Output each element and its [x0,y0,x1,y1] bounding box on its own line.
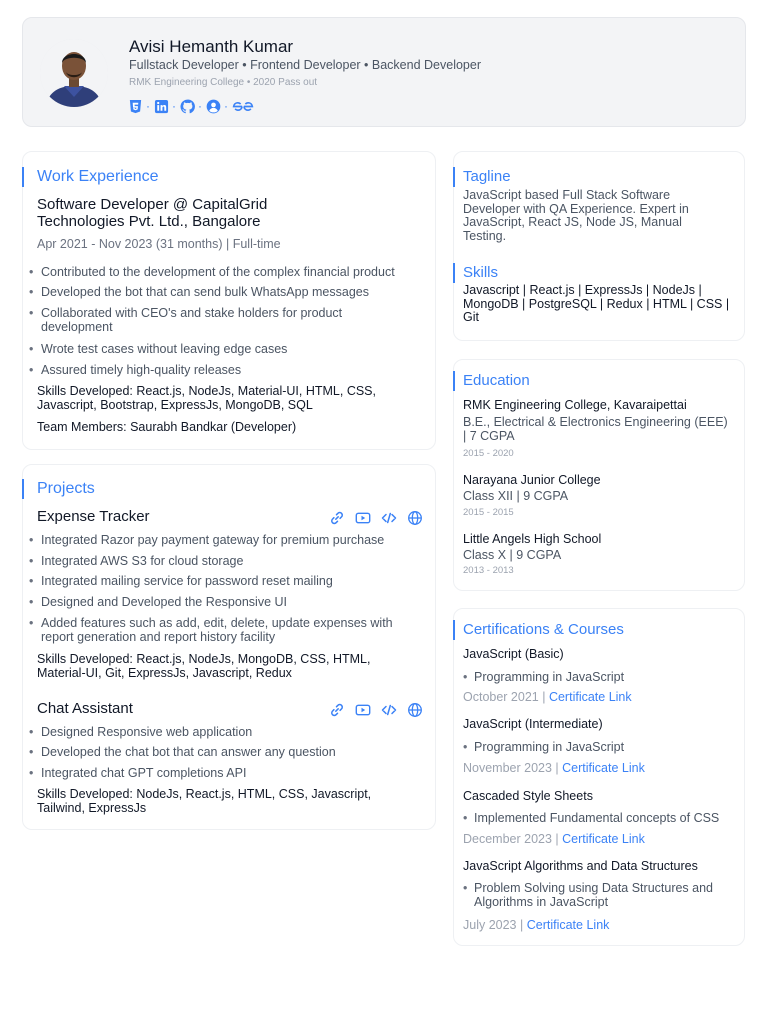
tagline-title: Tagline [453,167,511,187]
cert-bullet: • Programming in JavaScript [463,670,733,684]
projects-title: Projects [22,479,95,499]
school-years: 2015 - 2015 [463,507,514,518]
work-skills: Skills Developed: React.js, NodeJs, Material-UI, HTML, CSS, Javascript, Bootstrap, ExpressJs, MongoDB, SQL [37,384,376,412]
certifications-card [453,608,745,946]
certificate-link[interactable]: Certificate Link [548,690,632,704]
projects-card [22,464,436,830]
youtube-icon[interactable] [354,510,372,526]
cert-date: December 2023 | [463,832,559,846]
role-summary: Fullstack Developer • Frontend Developer • Backend Developer [129,58,481,72]
project-name: Expense Tracker [37,508,150,525]
certifications-title: Certifications & Courses [453,620,624,640]
work-bullet: • Collaborated with CEO's and stake holders for product development [29,306,389,334]
link-separator: · [172,99,176,113]
github-icon[interactable] [179,98,195,114]
link-icon[interactable] [328,702,346,718]
work-bullet: • Wrote test cases without leaving edge cases [29,342,429,356]
cert-name: JavaScript Algorithms and Data Structures [463,859,698,873]
cert-bullet: • Programming in JavaScript [463,740,733,754]
cert-date-line [463,832,645,846]
cert-date-line [463,761,645,775]
project-bullet: • Integrated Razor pay payment gateway for premium purchase [29,533,429,547]
project-skills: Skills Developed: NodeJs, React.js, HTML, CSS, Javascript, Tailwind, ExpressJs [37,787,372,815]
skills-list: Javascript | React.js | ExpressJs | NodeJs | MongoDB | PostgreSQL | Redux | HTML | CSS | Git [463,283,730,324]
school-name: Little Angels High School [463,532,602,546]
project-bullet: • Developed the chat bot that can answer any question [29,745,429,759]
project-bullet: • Designed and Developed the Responsive UI [29,595,429,609]
project-bullet: • Integrated AWS S3 for cloud storage [29,554,429,568]
cert-date: July 2023 | [463,918,524,932]
project-bullet: • Integrated mailing service for password reset mailing [29,574,429,588]
cert-name: JavaScript (Intermediate) [463,717,603,731]
cert-date: October 2021 | [463,690,546,704]
youtube-icon[interactable] [354,702,372,718]
link-separator: · [224,99,228,113]
work-experience-card [22,151,436,450]
work-experience-title: Work Experience [22,167,159,187]
avatar [40,39,108,107]
school-years: 2015 - 2020 [463,448,514,459]
job-duration: Apr 2021 - Nov 2023 (31 months) | Full-time [37,237,281,251]
cert-name: Cascaded Style Sheets [463,789,593,803]
education-title: Education [453,371,530,391]
cert-bullet: • Implemented Fundamental concepts of CSS [463,811,738,825]
project-name: Chat Assistant [37,700,133,717]
school-degree: Class XII | 9 CGPA [463,489,569,503]
cert-name: JavaScript (Basic) [463,647,564,661]
full-name: Avisi Hemanth Kumar [129,37,294,56]
education-card [453,359,745,591]
globe-icon[interactable] [406,510,424,526]
project-skills: Skills Developed: React.js, NodeJs, MongoDB, CSS, HTML, Material-UI, Git, ExpressJs, Javascript, Redux [37,652,371,680]
project-bullet: • Designed Responsive web application [29,725,429,739]
linkedin-icon[interactable] [153,98,169,114]
link-separator: · [146,99,150,113]
certificate-link[interactable]: Certificate Link [526,918,610,932]
team-members: Team Members: Saurabh Bandkar (Developer) [37,420,297,434]
code-icon[interactable] [380,702,398,718]
cert-bullet: • Problem Solving using Data Structures and Algorithms in JavaScript [463,881,733,909]
school-years: 2013 - 2013 [463,565,514,576]
code-icon[interactable] [380,510,398,526]
college-info: RMK Engineering College • 2020 Pass out [129,77,318,88]
link-icon[interactable] [328,510,346,526]
school-degree: B.E., Electrical & Electronics Engineering (EEE) | 7 CGPA [463,415,728,443]
project-bullet: • Integrated chat GPT completions API [29,766,429,780]
link-separator: · [198,99,202,113]
project-links [328,510,424,526]
geeksforgeeks-icon[interactable] [231,98,255,114]
tagline-text: JavaScript based Full Stack Software Developer with QA Experience. Expert in JavaScript, React JS, Node JS, Manual Testing. [463,188,689,243]
work-bullet: • Contributed to the development of the complex financial product [29,265,429,279]
skills-title: Skills [453,263,498,283]
html5-icon[interactable] [127,98,143,114]
cert-date-line [463,918,609,932]
certificate-link[interactable]: Certificate Link [562,761,645,775]
user-icon[interactable] [205,98,221,114]
school-name: Narayana Junior College [463,473,601,487]
cert-date: November 2023 | [463,761,559,775]
work-bullet: • Assured timely high-quality releases [29,363,429,377]
social-links [127,96,255,116]
school-degree: Class X | 9 CGPA [463,548,562,562]
cert-date-line [463,690,632,704]
certificate-link[interactable]: Certificate Link [562,832,645,846]
profile-header [22,17,746,127]
work-bullet: • Developed the bot that can send bulk WhatsApp messages [29,285,429,299]
job-role: Software Developer @ CapitalGrid Technologies Pvt. Ltd., Bangalore [37,196,268,230]
globe-icon[interactable] [406,702,424,718]
tagline-skills-card [453,151,745,341]
school-name: RMK Engineering College, Kavaraipettai [463,398,687,412]
project-links [328,702,424,718]
project-bullet: • Added features such as add, edit, delete, update expenses with report generation and report history facility [29,616,419,644]
